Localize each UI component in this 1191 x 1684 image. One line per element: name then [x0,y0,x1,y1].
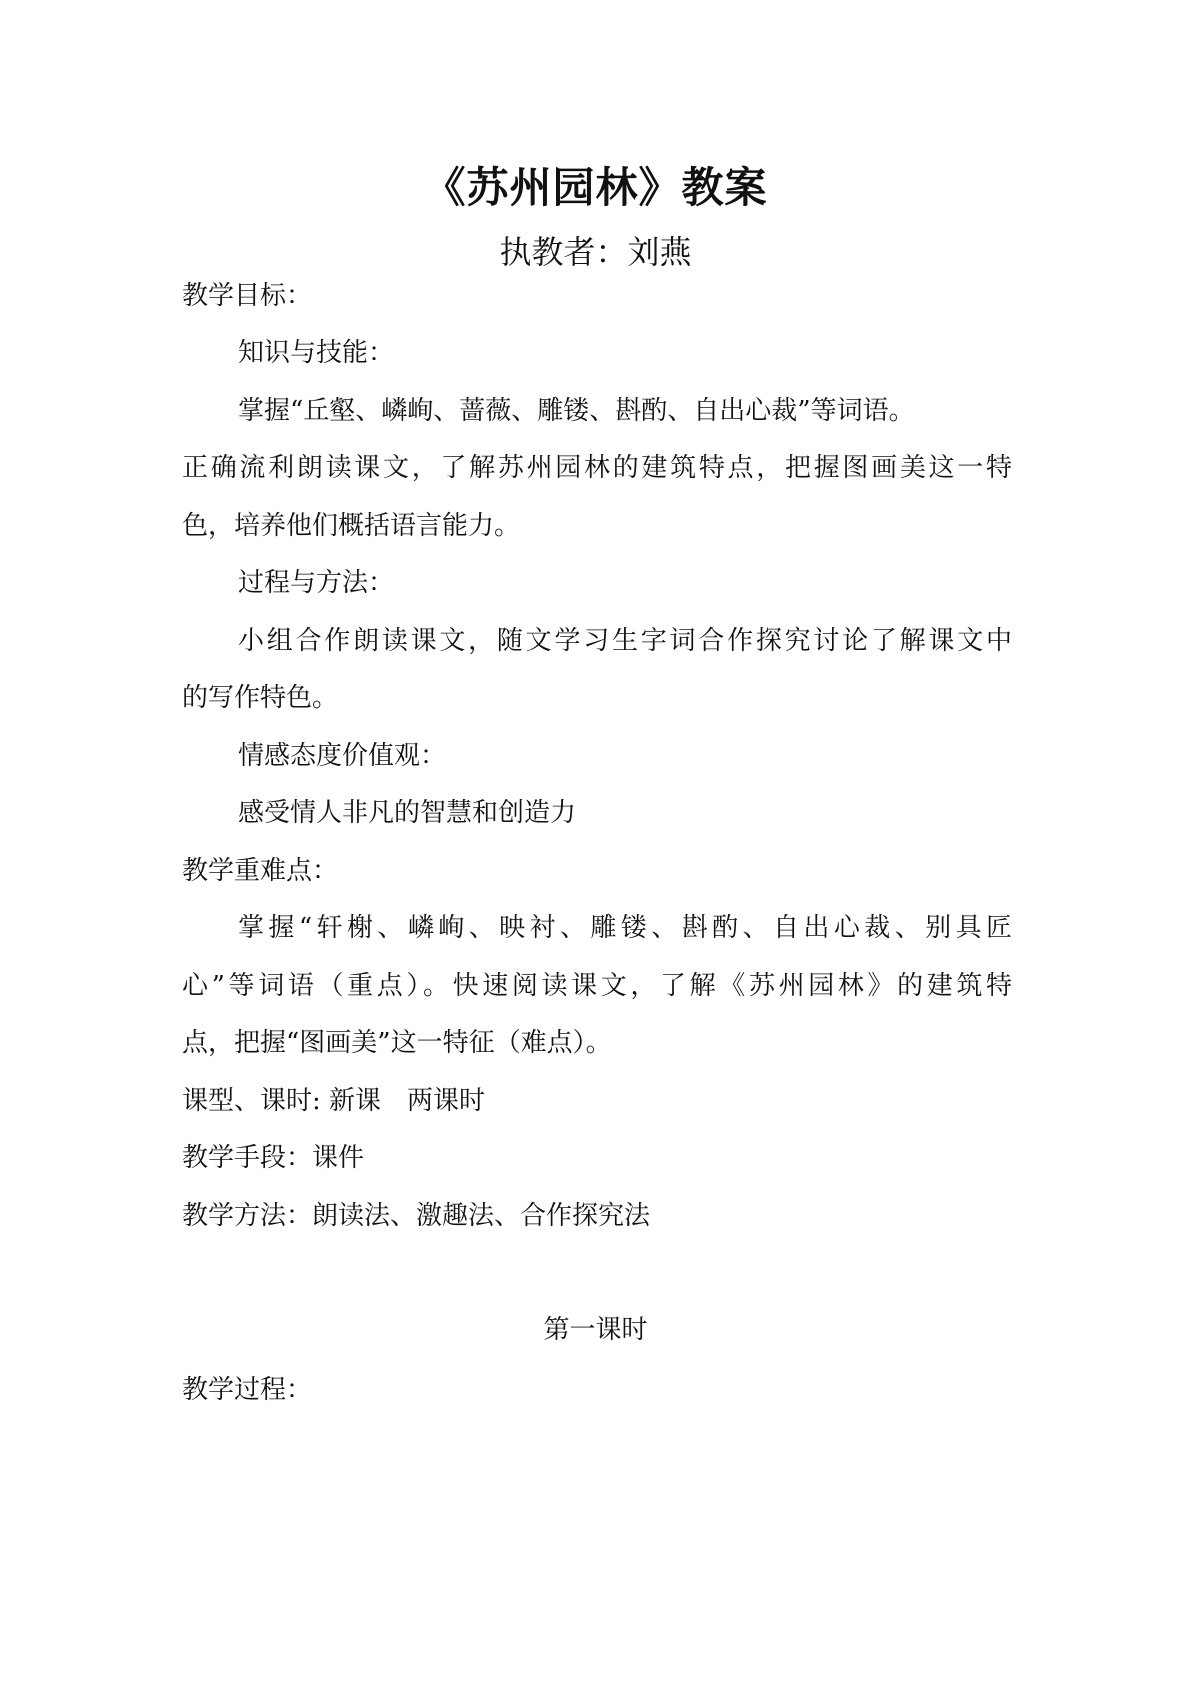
key-points-line-2: 心”等词语（重点）。快速阅读课文，了解《苏州园林》的建筑特 [182,971,1012,1001]
key-points-line-3: 点，把握“图画美”这一特征（难点）。 [182,1028,612,1058]
knowledge-paragraph-line-3: 色，培养他们概括语言能力。 [182,511,521,541]
teaching-means: 教学手段：课件 [182,1143,365,1173]
emotion-heading: 情感态度价值观： [238,741,447,771]
first-lesson-heading: 第一课时 [543,1315,648,1345]
goals-heading: 教学目标： [182,281,313,311]
document-title: 《苏州园林》教案 [423,163,768,212]
emotion-paragraph-line-1: 感受情人非凡的智慧和创造力 [238,798,577,828]
process-paragraph-line-1: 小组合作朗读课文，随文学习生字词合作探究讨论了解课文中 [238,626,1012,656]
knowledge-paragraph-line-1: 掌握“丘壑、嶙峋、蔷薇、雕镂、斟酌、自出心裁”等词语。 [238,396,915,426]
teaching-methods: 教学方法：朗读法、激趣法、合作探究法 [182,1201,651,1231]
process-heading: 过程与方法： [238,568,395,598]
document-author: 执教者：刘燕 [499,233,692,271]
key-points-line-1: 掌握“轩榭、嶙峋、映衬、雕镂、斟酌、自出心裁、别具匠 [238,913,1012,943]
knowledge-paragraph-line-2: 正确流利朗读课文，了解苏州园林的建筑特点，把握图画美这一特 [182,453,1012,483]
key-points-heading: 教学重难点： [182,856,339,886]
lesson-type: 课型、课时: 新课 两课时 [182,1086,486,1116]
knowledge-heading: 知识与技能： [238,338,395,368]
process-paragraph-line-2: 的写作特色。 [182,683,339,713]
teaching-process-heading: 教学过程： [182,1375,313,1405]
